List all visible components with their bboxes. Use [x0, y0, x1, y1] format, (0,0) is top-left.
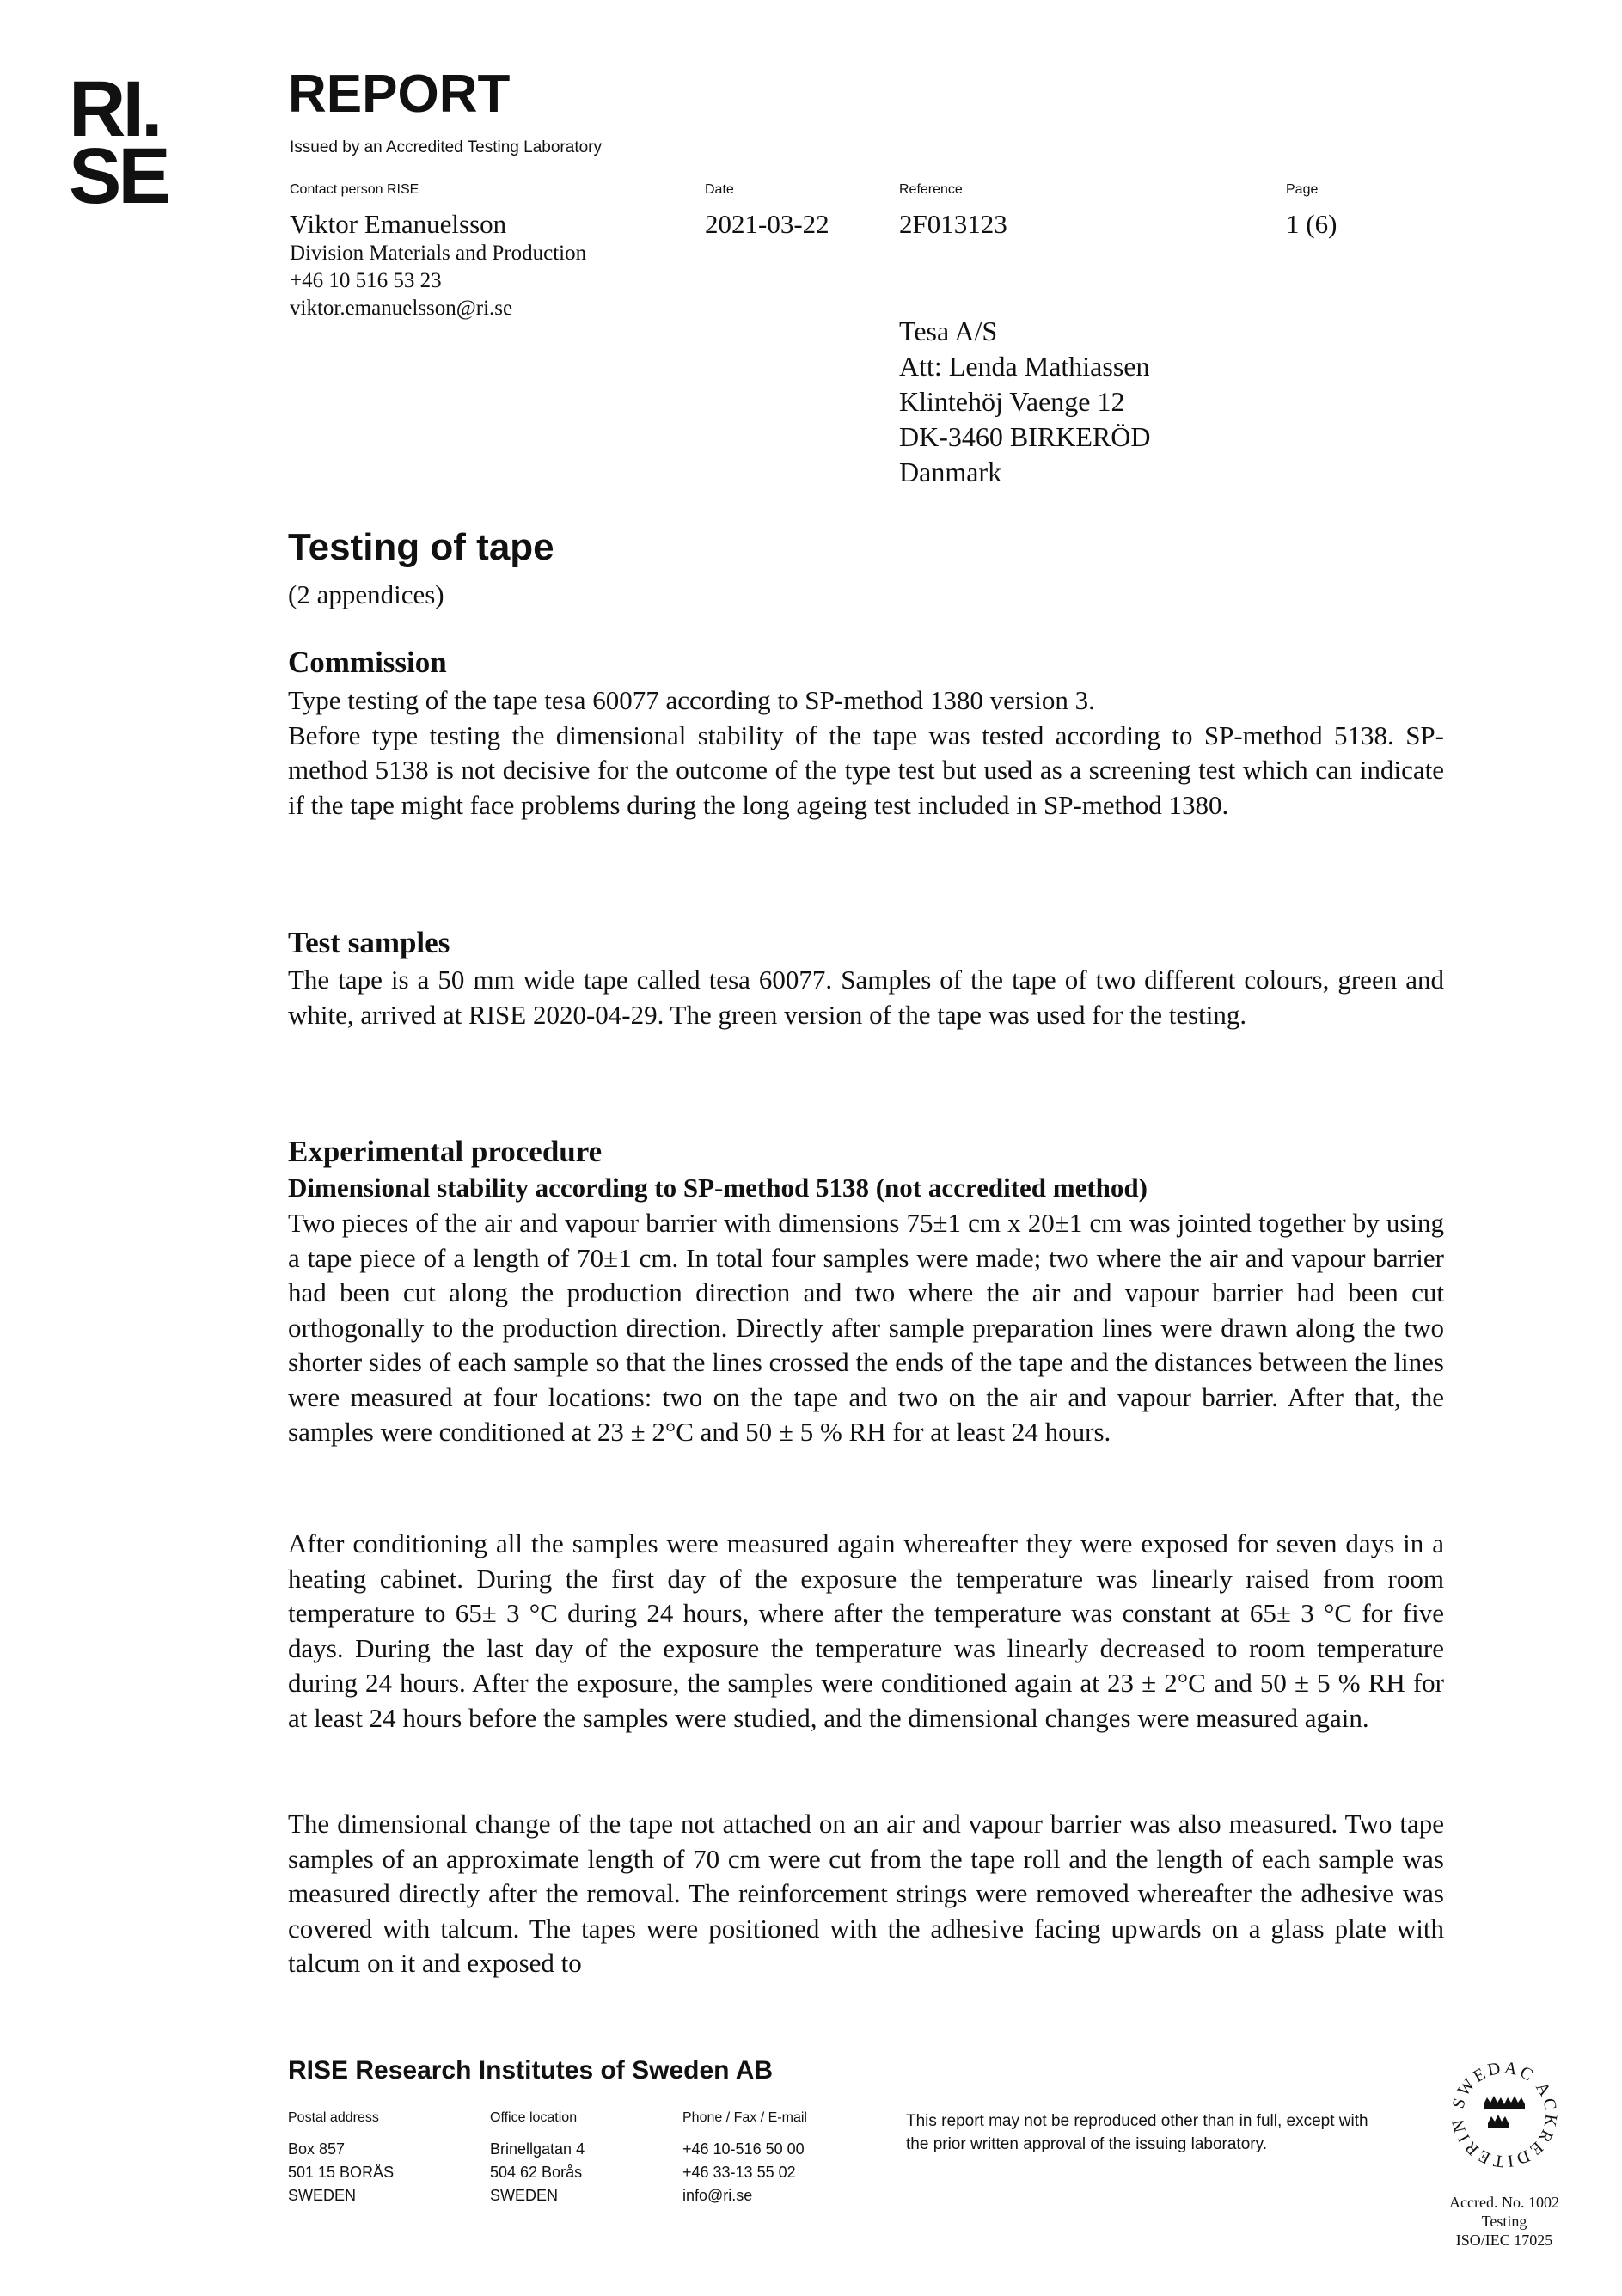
page-number: 1 (6): [1286, 209, 1337, 239]
contact-phone: +46 10 516 53 23: [290, 269, 442, 292]
accred-standard: ISO/IEC 17025: [1455, 2232, 1553, 2249]
report-title: REPORT: [288, 64, 511, 124]
test-samples-text: [288, 963, 1444, 1032]
page-label: Page: [1286, 182, 1319, 197]
office-line-1: Brinellgatan 4: [490, 2140, 585, 2158]
report-date: 2021-03-22: [705, 209, 829, 239]
contact-division: Division Materials and Production: [290, 242, 587, 265]
contact-label: Contact person RISE: [290, 182, 419, 197]
procedure-text-3: [288, 1807, 1444, 1981]
rise-logo: [69, 65, 198, 220]
three-crowns-icon: [1484, 2096, 1525, 2128]
test-samples-paragraph: The tape is a 50 mm wide tape called tesa 60077. Samples of the tape of two different colours, green and white, arrived at RISE 2020-04-29. The green version of the tape was used for the testing.: [288, 964, 1444, 1030]
phone-line-2: +46 33-13 55 02: [682, 2164, 796, 2181]
date-label: Date: [705, 182, 734, 197]
issued-by: Issued by an Accredited Testing Laboratory: [290, 138, 602, 156]
procedure-paragraph-3: The dimensional change of the tape not attached on an air and vapour barrier was also measured. Two tape samples of an approximate length of 70 cm were cut from the tape roll and the length of each sample was measured directly after the removal. The reinforcement strings were removed whereafter the adhesive was covered with talcum. The tapes were positioned with the adhesive facing upwards on a glass plate with talcum on it and exposed to: [288, 1809, 1444, 1978]
recipient-company: Tesa A/S: [899, 315, 998, 346]
accred-number: Accred. No. 1002: [1449, 2194, 1559, 2211]
swedac-seal-icon: [1444, 2054, 1564, 2175]
postal-line-3: SWEDEN: [288, 2187, 357, 2204]
commission-paragraph-2: Before type testing the dimensional stability of the tape was tested according to SP-method 5138. SP-method 5138 is not decisive for the outcome of the type test but used as a screening test which can indicate if the tape might face problems during the long ageing test included in SP-method 1380.: [288, 719, 1444, 820]
procedure-text-1: [288, 1206, 1444, 1450]
postal-line-2: 501 15 BORÅS: [288, 2164, 395, 2181]
phone-label: Phone / Fax / E-mail: [682, 2110, 807, 2125]
report-reference: 2F013123: [899, 209, 1007, 239]
postal-label: Postal address: [288, 2110, 379, 2125]
test-samples-heading: Test samples: [288, 926, 450, 959]
reproduction-notice: This report may not be reproduced other than in full, except with the prior written approval of the issuing laboratory.: [906, 2112, 1368, 2153]
commission-text: [288, 683, 1444, 823]
commission-heading: Commission: [288, 646, 447, 679]
recipient-city: DK-3460 BIRKERÖD: [899, 421, 1151, 452]
swedac-seal: [1444, 2054, 1564, 2175]
procedure-paragraph-1: Two pieces of the air and vapour barrier with dimensions 75±1 cm x 20±1 cm was jointed together by using a tape piece of a length of 70±1 cm. In total four samples were made; two where the air and vapour barrier had been cut along the production direction and two where the air and vapour barrier had been cut orthogonally to the production direction. Directly after sample preparation lines were drawn along the two shorter sides of each sample so that the lines crossed the ends of the tape and the distances between the lines were measured at four locations: two on the tape and two on the air and vapour barrier. After that, the samples were conditioned at 23 ± 2°C and 50 ± 5 % RH for at least 24 hours.: [288, 1208, 1444, 1447]
appendices-note: (2 appendices): [288, 579, 444, 609]
svg-text:SWEDAC ACKREDITERING: [1444, 2054, 1561, 2170]
postal-address: [288, 2138, 394, 2207]
logo-line-1: RI.: [69, 65, 160, 153]
procedure-paragraph-2: After conditioning all the samples were measured again whereafter they were exposed for seven days in a heating cabinet. During the first day of the exposure the temperature was linearly raised from room temperature to 65± 3 °C during 24 hours, where after the temperature was constant at 65± 3 °C for five days. During the last day of the exposure the temperature was linearly decreased to room temperature during 24 hours. After the exposure, the samples were conditioned again at 23 ± 2°C and 50 ± 5 % RH for at least 24 hours before the samples were studied, and the dimensional changes were measured again.: [288, 1528, 1444, 1733]
office-line-2: 504 62 Borås: [490, 2164, 583, 2181]
procedure-heading: Experimental procedure: [288, 1135, 603, 1168]
contact-email: viktor.emanuelsson@ri.se: [290, 297, 513, 320]
postal-line-1: Box 857: [288, 2140, 346, 2158]
office-label: Office location: [490, 2110, 578, 2125]
phone-line-1: +46 10-516 50 00: [682, 2140, 805, 2158]
contact-numbers: [682, 2138, 805, 2207]
procedure-subheading: Dimensional stability according to SP-method 5138 (not accredited method): [288, 1172, 1148, 1203]
contact-name: Viktor Emanuelsson: [290, 209, 507, 239]
recipient-street: Klintehöj Vaenge 12: [899, 386, 1125, 417]
recipient-country: Danmark: [899, 456, 1002, 487]
office-line-3: SWEDEN: [490, 2187, 559, 2204]
procedure-text-2: [288, 1527, 1444, 1736]
commission-paragraph-1: Type testing of the tape tesa 60077 according to SP-method 1380 version 3.: [288, 685, 1095, 715]
accred-testing: Testing: [1481, 2213, 1527, 2230]
reference-label: Reference: [899, 182, 963, 197]
document-title: Testing of tape: [288, 526, 554, 568]
footer-company: RISE Research Institutes of Sweden AB: [288, 2056, 774, 2085]
logo-line-2: SE: [69, 132, 168, 220]
office-location: [490, 2138, 585, 2207]
phone-line-3: info@ri.se: [682, 2187, 753, 2204]
seal-text: SWEDAC ACKREDITERIN: [1448, 2058, 1561, 2171]
accreditation-info: [1410, 2193, 1599, 2250]
recipient-attention: Att: Lenda Mathiassen: [899, 351, 1150, 382]
recipient-address: [899, 314, 1150, 490]
